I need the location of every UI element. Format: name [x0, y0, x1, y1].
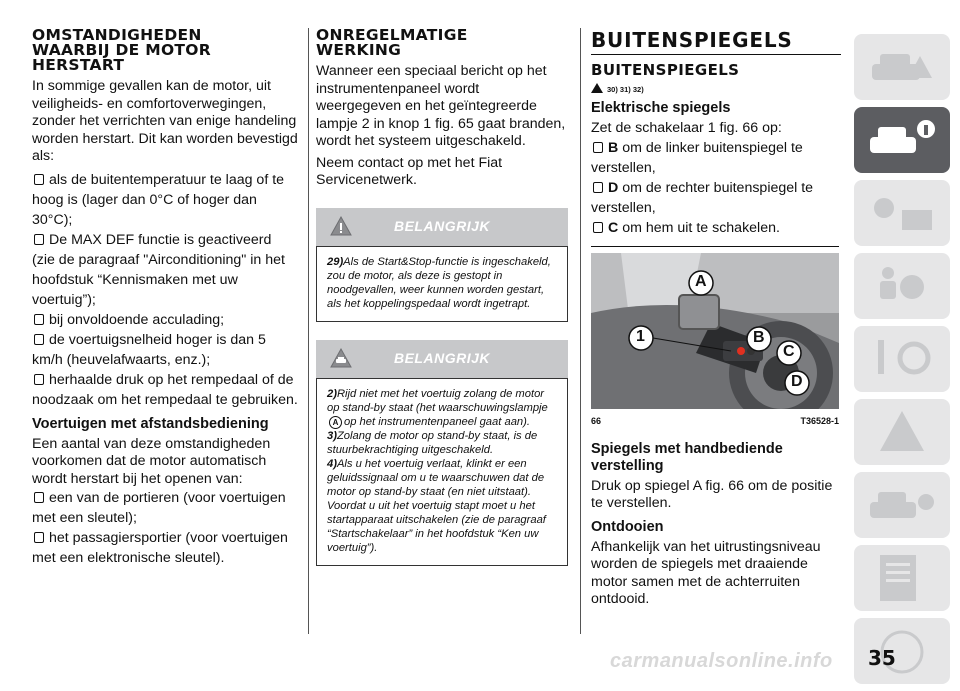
subheading: Voertuigen met afstandsbediening	[32, 415, 269, 432]
chapter-tabs	[854, 34, 950, 691]
list-item: als de buitentemperatuur te laag of te hoog is (lager dan 0°C of hoger dan 30°C);	[32, 171, 285, 228]
column-mirrors	[591, 28, 841, 613]
figure-label-a: A	[695, 272, 707, 290]
note-number: 2)	[327, 387, 337, 400]
checkbox-bullet-icon	[34, 234, 44, 245]
chapter-tab-emergency[interactable]	[854, 399, 950, 465]
note-item	[327, 457, 557, 555]
warning-box	[316, 378, 568, 566]
checkbox-bullet-icon	[34, 174, 44, 185]
list-item: bij onvoldoende acculading;	[32, 310, 298, 330]
figure-label-c: C	[783, 342, 795, 360]
checkbox-bullet-icon	[593, 142, 603, 153]
watermark: carmanualsonline.info	[610, 650, 833, 672]
engine-standby-lamp-icon: A	[329, 416, 342, 429]
checkbox-bullet-icon	[34, 314, 44, 325]
checkbox-bullet-icon	[34, 374, 44, 385]
figure-66	[591, 246, 839, 426]
wrench-steering-icon	[854, 326, 950, 392]
figure-label-d: D	[791, 372, 803, 390]
note-text: Rijd niet met het voertuig zolang de motor op stand-by staat (het waarschuwingslampje	[327, 387, 548, 414]
checkbox-bullet-icon	[34, 492, 44, 503]
list-item: B om de linker buitenspiegel te verstellen,	[591, 139, 803, 176]
warning-label: BELANGRIJK	[393, 217, 490, 234]
subheading: Elektrische spiegels	[591, 100, 731, 116]
note-item	[327, 429, 557, 457]
lights-mail-icon	[854, 180, 950, 246]
intro-paragraph: In sommige gevallen kan de motor, uit veiligheids- en comfortoverwegingen, zonder het verrichten van enige handeling worden herstart. Dit kan worden bevestigd als:	[32, 78, 298, 164]
list-item: herhaalde druk op het rempedaal of de noodzaak om het rempedaal te gebruiken.	[32, 371, 298, 408]
page-number: 35	[868, 646, 896, 670]
document-list-icon	[854, 545, 950, 611]
column-restart-conditions	[32, 28, 298, 568]
car-service-icon	[854, 472, 950, 538]
paragraph: Afhankelijk van het uitrustingsniveau worden de spiegels met draaiende motor samen met de achterruiten ontdooid.	[591, 538, 821, 607]
car-warning-icon	[854, 34, 950, 100]
warning-triangle-icon	[591, 83, 603, 93]
warning-header	[316, 208, 568, 246]
car-info-icon	[854, 107, 950, 173]
paragraph: Neem contact op met het Fiat Servicenetwerk.	[316, 154, 503, 188]
note-references: 30) 31) 32)	[591, 83, 841, 94]
list-item: een van de portieren (voor voertuigen met een sleutel);	[32, 490, 286, 526]
warning-label: BELANGRIJK	[393, 349, 490, 366]
section-title: OMSTANDIGHEDEN WAARBIJ DE MOTOR HERSTART	[32, 26, 212, 74]
note-number: 3)	[327, 429, 337, 442]
note-text: op het instrumentenpaneel gaat aan).	[344, 415, 530, 428]
warning-header	[316, 340, 568, 378]
note-number: 29)	[327, 255, 344, 268]
warning-triangle-icon	[854, 399, 950, 465]
list-item: C om hem uit te schakelen.	[591, 218, 841, 238]
note-text: Als de Start&Stop-functie is ingeschakeld, zou de motor, als deze is gestopt in noodgevallen, weer kunnen worden gestart, als het koppelingspedaal wordt ingetrapt.	[327, 255, 551, 310]
note-number: 4)	[327, 457, 337, 470]
checkbox-bullet-icon	[593, 182, 603, 193]
note-item	[327, 387, 557, 429]
paragraph: Zet de schakelaar 1 fig. 66 op:	[591, 120, 782, 136]
list-item: de voertuigsnelheid hoger is dan 5 km/h (heuvelafwaarts, enz.);	[32, 331, 266, 368]
figure-caption: 66 T36528-1	[591, 415, 839, 426]
chapter-tab-airbag[interactable]	[854, 253, 950, 319]
list-item: De MAX DEF functie is geactiveerd (zie de paragraaf "Airconditioning" in het hoofdstuk “Kennismaken met uw voertuig”);	[32, 231, 285, 308]
chapter-tab-service[interactable]	[854, 326, 950, 392]
checkbox-bullet-icon	[34, 334, 44, 345]
paragraph: Een aantal van deze omstandigheden voorkomen dat de motor automatisch wordt herstart bij het openen van:	[32, 435, 271, 487]
airbag-icon	[854, 253, 950, 319]
section-title: ONREGELMATIGE WERKING	[316, 26, 468, 59]
list-item: D om de rechter buitenspiegel te verstellen,	[591, 179, 814, 216]
column-malfunction	[316, 28, 568, 566]
chapter-tab-lights-mail[interactable]	[854, 180, 950, 246]
chapter-title: BUITENSPIEGELS	[591, 28, 841, 55]
note-text: Als u het voertuig verlaat, klinkt er een geluidssignaal om u te waarschuwen dat de motor op stand-by staat (en niet uitstaat). Voordat u uit het voertuig stapt moet u het startapparaat uitschakelen (zie de paragraaf “Startschakelaar” in het hoofdstuk “Ken uw voertuig”).	[327, 457, 546, 554]
paragraph: Druk op spiegel A fig. 66 om de positie te verstellen.	[591, 477, 833, 511]
warning-box	[316, 246, 568, 322]
note-text: Zolang de motor op stand-by staat, is de stuurbekrachtiging uitgeschakeld.	[327, 429, 538, 456]
subheading: Ontdooien	[591, 518, 664, 535]
figure-label-b: B	[753, 328, 765, 346]
subheading: Spiegels met handbediende verstelling	[591, 440, 783, 474]
chapter-tab-car-warning[interactable]	[854, 34, 950, 100]
checkbox-bullet-icon	[34, 532, 44, 543]
chapter-tab-maintenance[interactable]	[854, 472, 950, 538]
checkbox-bullet-icon	[593, 222, 603, 233]
column-divider	[308, 28, 309, 634]
chapter-tab-car-info[interactable]	[854, 107, 950, 173]
figure-label-1: 1	[636, 327, 645, 345]
paragraph: Wanneer een speciaal bericht op het instrumentenpaneel wordt weergegeven en het geïntegreerde lampje 2 in knop 1 fig. 65 gaat branden, wordt het systeem uitgeschakeld.	[316, 63, 566, 149]
list-item: het passagiersportier (voor voertuigen met een elektronische sleutel).	[32, 530, 288, 566]
chapter-tab-specs[interactable]	[854, 545, 950, 611]
column-divider	[580, 28, 581, 634]
section-title: BUITENSPIEGELS	[591, 61, 740, 79]
